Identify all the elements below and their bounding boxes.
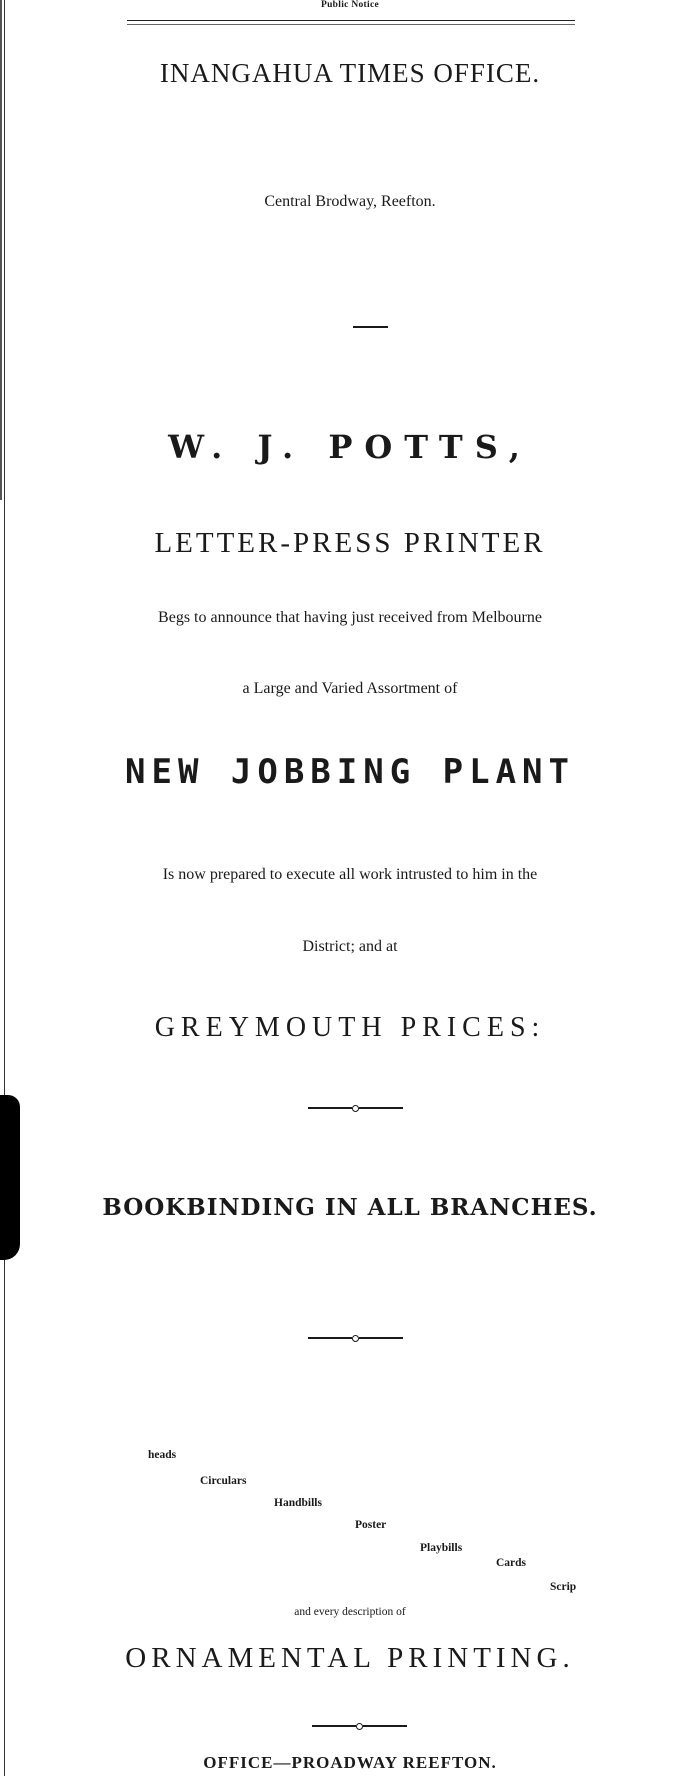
printing-item: Handbills [274,1497,322,1509]
ornament-dot [352,1105,359,1112]
printing-item: heads [148,1449,177,1461]
ornament-dot [356,1723,363,1730]
bookbinding-heading: BOOKBINDING IN ALL BRANCHES. [102,1194,598,1221]
ink-blot [0,1095,20,1260]
gutter-rule [4,0,5,1776]
proprietor-name: W. J. POTTS, [168,428,532,466]
header-rule-secondary [127,24,575,25]
printing-item: Scrip [550,1581,577,1593]
ornament-dot [352,1335,359,1342]
prepared-line-2: District; and at [302,938,398,955]
printing-item: Circulars [200,1475,247,1487]
greymouth-prices-heading: GREYMOUTH PRICES: [154,1012,546,1043]
ornament-rule-right [359,1337,403,1339]
printing-item: Cards [496,1557,527,1569]
office-address-line: Central Brodway, Reefton. [264,193,436,210]
new-jobbing-plant-heading: NEW JOBBING PLANT [125,752,575,792]
short-dash-rule [353,326,388,328]
every-description-line: and every description of [294,1606,406,1618]
prepared-line-1: Is now prepared to execute all work intrusted to him in the [162,866,538,883]
section-label: Public Notice [321,0,379,10]
office-title: INANGAHUA TIMES OFFICE. [159,58,541,88]
printing-item: Playbills [420,1542,463,1554]
ornament-rule-right [363,1725,407,1727]
ornament-rule-left [308,1337,352,1339]
announce-line-2: a Large and Varied Assortment of [242,680,458,697]
announce-line-1: Begs to announce that having just received from Melbourne [158,609,542,626]
ornament-rule-right [359,1107,403,1109]
ornamental-printing-heading: ORNAMENTAL PRINTING. [125,1642,575,1674]
ornament-rule-left [312,1725,356,1727]
header-rule [127,20,575,21]
printing-item: Poster [355,1519,387,1531]
office-location-footer: OFFICE—PROADWAY REEFTON. [203,1753,497,1772]
trade-heading: LETTER-PRESS PRINTER [154,527,546,559]
ornament-rule-left [308,1107,352,1109]
